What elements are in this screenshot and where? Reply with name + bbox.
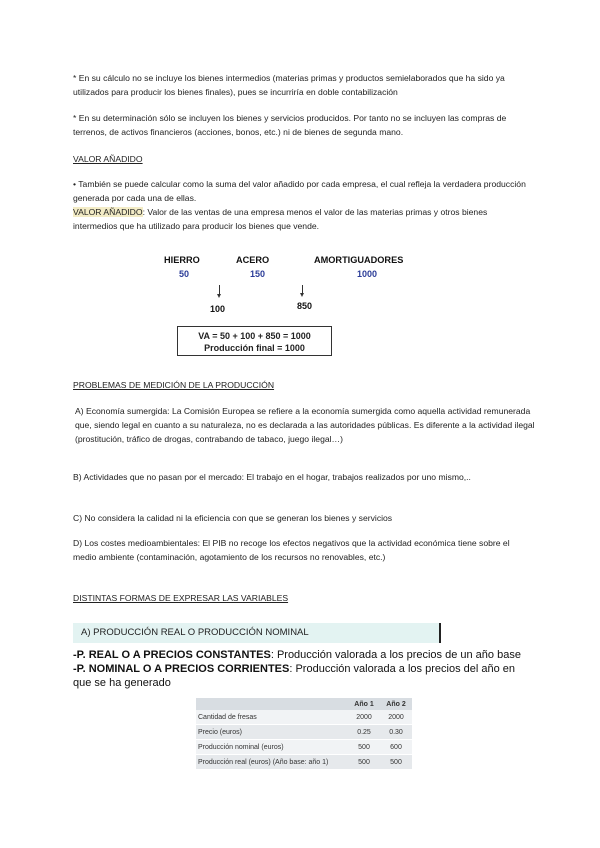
real-text: : Producción valorada a los precios de un año base <box>270 649 521 661</box>
section-heading-formas: DISTINTAS FORMAS DE EXPRESAR LAS VARIABLES <box>73 593 289 603</box>
table-cell: Precio (euros) <box>196 725 348 740</box>
table-cell: 2000 <box>348 710 380 725</box>
final-production: Producción final = 1000 <box>204 343 305 353</box>
table-header: Año 1 <box>348 698 380 710</box>
problema-a: A) Economía sumergida: La Comisión Europea se refiere a la economía sumergida como aquella actividad remunerada que, siendo legal en cuanto a su naturaleza, no es declarada a las autoridades públicas. Es diferente a la actividad ilegal (prostitución, tráfico de drogas, contrabando de tabaco, juego ilegal…) <box>75 406 535 444</box>
table-cell: 500 <box>348 755 380 770</box>
table-cell: Producción nominal (euros) <box>196 740 348 755</box>
value-added-box <box>177 326 332 356</box>
real-production-definition <box>73 648 533 662</box>
added-value-acero: 100 <box>210 304 226 314</box>
table-cell: Producción real (euros) (Año base: año 1) <box>196 755 348 770</box>
table-row <box>196 740 412 755</box>
production-table <box>196 698 412 770</box>
table-row <box>196 710 412 725</box>
table-cell: 600 <box>380 740 412 755</box>
note-intermediate-goods: * En su cálculo no se incluye los bienes intermedios (materias primas y productos semielaborados que ha sido ya utilizados para producir los bienes finales), pues se incurriría en doble contabilización <box>73 73 505 97</box>
table-cell: 500 <box>380 755 412 770</box>
nominal-term: -P. NOMINAL O A PRECIOS CORRIENTES <box>73 663 290 675</box>
definition-term: VALOR AÑADIDO <box>73 207 143 217</box>
valor-anadido-definition <box>73 205 533 233</box>
problema-d: D) Los costes medioambientales: El PIB no recoge los efectos negativos que la actividad económica tiene sobre el medio ambiente (contaminación, agotamiento de los recursos no renovables, etc.) <box>73 538 510 562</box>
table-row <box>196 755 412 770</box>
section-banner: A) PRODUCCIÓN REAL O PRODUCCIÓN NOMINAL <box>73 623 441 643</box>
section-heading-problemas: PROBLEMAS DE MEDICIÓN DE LA PRODUCCIÓN <box>73 380 275 390</box>
real-term: -P. REAL O A PRECIOS CONSTANTES <box>73 649 271 661</box>
table-cell: Cantidad de fresas <box>196 710 348 725</box>
table-cell: 0.30 <box>380 725 412 740</box>
table-header: Año 2 <box>380 698 412 710</box>
valor-anadido-bullet: • También se puede calcular como la suma del valor añadido por cada empresa, el cual refleja la verdadera producción generada por cada una de ellas. <box>73 179 526 203</box>
nominal-text: : Producción valorada a los precios del año en que se ha generado <box>73 663 515 689</box>
down-arrow-icon <box>219 285 220 296</box>
table-header <box>196 698 348 710</box>
table-cell: 2000 <box>380 710 412 725</box>
problema-b: B) Actividades que no pasan por el mercado: El trabajo en el hogar, trabajos realizados por uno mismo,.. <box>73 472 471 482</box>
table-cell: 500 <box>348 740 380 755</box>
section-heading-valor-anadido: VALOR AÑADIDO <box>73 154 143 164</box>
table-row <box>196 725 412 740</box>
definition-text: : Valor de las ventas de una empresa menos el valor de las materias primas y otros bienes intermedios que ha utilizado para producir los bienes que vende. <box>73 207 488 231</box>
value-added-formula: VA = 50 + 100 + 850 = 1000 <box>198 331 311 341</box>
down-arrow-icon <box>302 285 303 295</box>
label-acero: ACERO <box>236 255 270 265</box>
label-amortiguadores: AMORTIGUADORES <box>314 255 404 265</box>
note-produced-goods: * En su determinación sólo se incluyen los bienes y servicios producidos. Por tanto no se incluyen las compras de terrenos, de activos financieros (acciones, bonos, etc.) ni de bienes de segunda mano. <box>73 113 507 137</box>
added-value-amortiguadores: 850 <box>297 301 313 311</box>
value-hierro: 50 <box>179 269 190 279</box>
table-header-row <box>196 698 412 710</box>
table-cell: 0.25 <box>348 725 380 740</box>
problema-c: C) No considera la calidad ni la eficiencia con que se generan los bienes y servicios <box>73 513 393 523</box>
value-acero: 150 <box>250 269 266 279</box>
label-hierro: HIERRO <box>164 255 200 265</box>
nominal-production-definition <box>73 662 533 690</box>
value-amortiguadores: 1000 <box>357 269 378 279</box>
